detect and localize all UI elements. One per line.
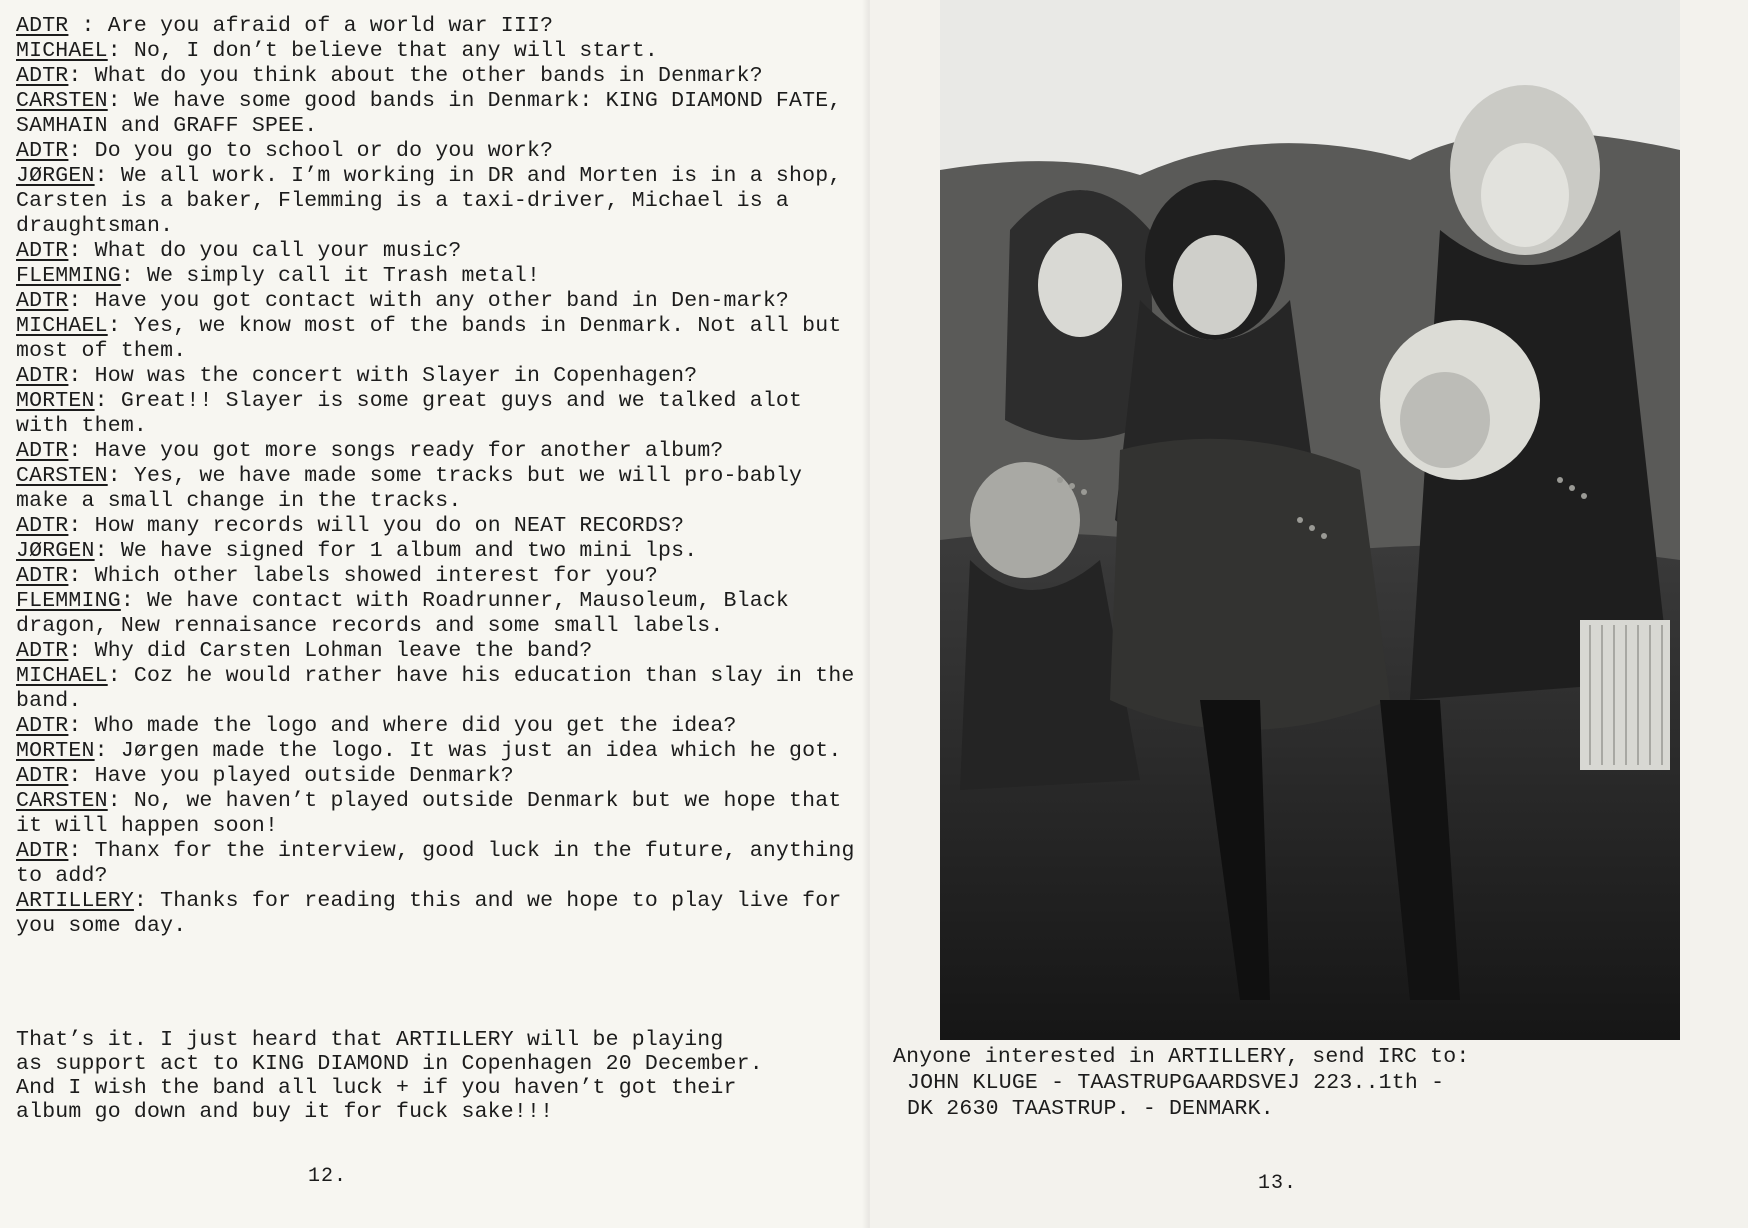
interview-line (16, 514, 866, 539)
interview-line (16, 64, 866, 89)
interview-text-segment: : Have you played outside Denmark? (68, 764, 514, 788)
closing-line: as support act to KING DIAMOND in Copenhagen 20 December. (16, 1052, 763, 1076)
interview-line (16, 364, 866, 389)
band-photo-illustration (940, 0, 1680, 1040)
interview-text-segment: : Thanx for the interview, good luck in the future, anything to add? (16, 839, 855, 888)
interview-text-segment: : Who made the logo and where did you get the idea? (68, 714, 737, 738)
speaker-name: ADTR (16, 139, 69, 163)
interview-text-segment: : Jørgen made the logo. It was just an idea which he got. (94, 739, 842, 763)
speaker-name: ADTR (16, 639, 69, 663)
interview-line (16, 139, 866, 164)
speaker-name: MICHAEL (16, 664, 108, 688)
interview-text-segment: : What do you think about the other bands in Denmark? (68, 64, 763, 88)
interview-text-segment: : We have contact with Roadrunner, Mausoleum, Black dragon, New rennaisance records and some small labels. (16, 589, 790, 638)
speaker-name: MICHAEL (16, 314, 108, 338)
speaker-name: CARSTEN (16, 464, 108, 488)
interview-text-segment: : Have you got more songs ready for another album? (68, 439, 724, 463)
interview-text-segment: : Yes, we have made some tracks but we will pro-bably make a small change in the tracks. (16, 464, 803, 513)
speaker-name: CARSTEN (16, 89, 108, 113)
speaker-name: ADTR (16, 714, 69, 738)
speaker-name: ADTR (16, 839, 69, 863)
interview-text-segment: : What do you call your music? (68, 239, 462, 263)
interview-line (16, 439, 866, 464)
closing-line: And I wish the band all luck + if you haven’t got their (16, 1076, 737, 1100)
interview-line (16, 764, 866, 789)
speaker-name: ADTR (16, 439, 69, 463)
speaker-name: JØRGEN (16, 539, 95, 563)
speaker-name: ADTR (16, 239, 69, 263)
speaker-name: ARTILLERY (16, 889, 134, 913)
interview-line (16, 39, 866, 64)
interview-text-segment: : Thanks for reading this and we hope to play live for you some day. (16, 889, 842, 938)
interview-line (16, 839, 866, 889)
speaker-name: MORTEN (16, 389, 95, 413)
interview-text-segment: : We have signed for 1 album and two mini lps. (94, 539, 698, 563)
speaker-name: CARSTEN (16, 789, 108, 813)
interview-line (16, 289, 866, 314)
interview-line (16, 889, 866, 939)
interview-text-segment: : Great!! Slayer is some great guys and we talked alot with them. (16, 389, 803, 438)
interview-text-segment: : Yes, we know most of the bands in Denmark. Not all but most of them. (16, 314, 842, 363)
band-photo (940, 0, 1680, 1040)
interview-line (16, 89, 866, 139)
interview-text-segment: : We have some good bands in Denmark: KING DIAMOND FATE, SAMHAIN and GRAFF SPEE. (16, 89, 842, 138)
speaker-name: ADTR (16, 289, 69, 313)
interview-line (16, 239, 866, 264)
interview-line (16, 14, 866, 39)
interview-text-segment: : How was the concert with Slayer in Copenhagen? (68, 364, 698, 388)
photo-caption (893, 1044, 1733, 1122)
speaker-name: ADTR (16, 764, 69, 788)
interview-line (16, 164, 866, 239)
interview-text-segment: : We simply call it Trash metal! (120, 264, 541, 288)
interview-text-segment: : We all work. I’m working in DR and Morten is in a shop, Carsten is a baker, Flemming is a taxi-driver, Michael is a draughtsman. (16, 164, 842, 238)
speaker-name: ADTR (16, 514, 69, 538)
speaker-name: ADTR (16, 64, 69, 88)
speaker-name: ADTR (16, 564, 69, 588)
speaker-name: ADTR (16, 364, 69, 388)
caption-address-line: JOHN KLUGE - TAASTRUPGAARDSVEJ 223..1th - (907, 1071, 1445, 1095)
interview-text-segment: : Why did Carsten Lohman leave the band? (68, 639, 593, 663)
left-page (0, 0, 870, 1228)
speaker-name: ADTR (16, 14, 69, 38)
interview-line (16, 314, 866, 364)
interview-line (16, 539, 866, 564)
interview-text-segment: : No, I don’t believe that any will start. (107, 39, 659, 63)
interview-line (16, 264, 866, 289)
interview-line (16, 564, 866, 589)
speaker-name: FLEMMING (16, 264, 121, 288)
interview-line (16, 664, 866, 714)
interview-text (16, 14, 866, 939)
interview-text-segment: : No, we haven’t played outside Denmark but we hope that it will happen soon! (16, 789, 842, 838)
page-number-left: 12. (308, 1165, 348, 1188)
caption-address-line: DK 2630 TAASTRUP. - DENMARK. (907, 1097, 1274, 1121)
interview-text-segment: : Are you afraid of a world war III? (68, 14, 554, 38)
closing-paragraph (16, 1028, 866, 1124)
caption-line: Anyone interested in ARTILLERY, send IRC to: (893, 1045, 1470, 1069)
interview-line (16, 639, 866, 664)
interview-text-segment: : Do you go to school or do you work? (68, 139, 554, 163)
interview-line (16, 789, 866, 839)
interview-line (16, 464, 866, 514)
speaker-name: MICHAEL (16, 39, 108, 63)
interview-line (16, 389, 866, 439)
closing-line: album go down and buy it for fuck sake!!! (16, 1100, 554, 1124)
interview-line (16, 589, 866, 639)
page-number-right: 13. (1258, 1172, 1298, 1195)
interview-text-segment: : How many records will you do on NEAT RECORDS? (68, 514, 685, 538)
speaker-name: JØRGEN (16, 164, 95, 188)
interview-text-segment: : Coz he would rather have his education than slay in the band. (16, 664, 855, 713)
interview-text-segment: : Which other labels showed interest for you? (68, 564, 659, 588)
closing-line: That’s it. I just heard that ARTILLERY will be playing (16, 1028, 724, 1052)
interview-text-segment: : Have you got contact with any other band in Den-mark? (68, 289, 790, 313)
speaker-name: MORTEN (16, 739, 95, 763)
speaker-name: FLEMMING (16, 589, 121, 613)
interview-line (16, 714, 866, 739)
interview-line (16, 739, 866, 764)
